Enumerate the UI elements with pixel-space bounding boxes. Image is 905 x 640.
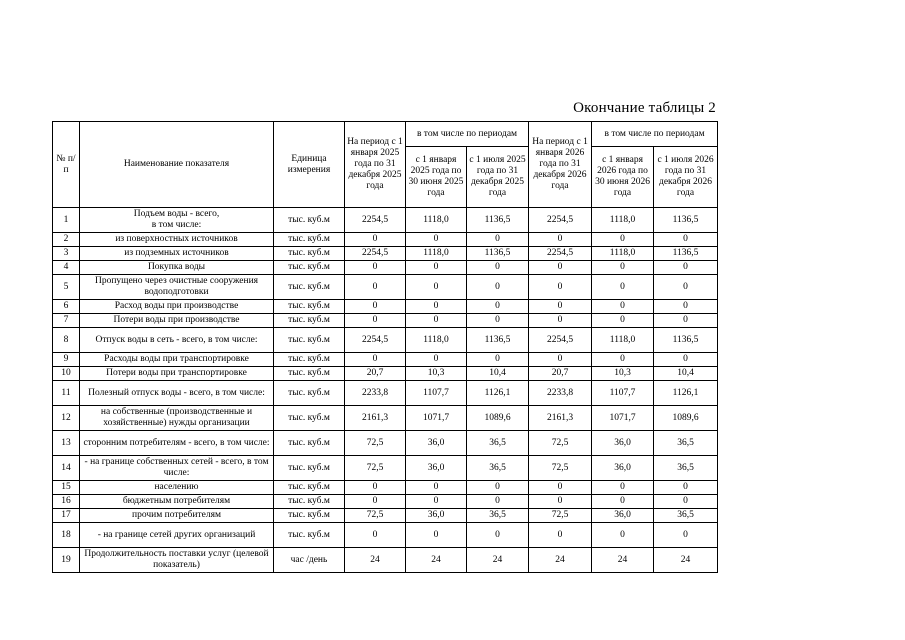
value-2025-h1: 0 bbox=[406, 261, 467, 275]
value-2025-total: 0 bbox=[345, 261, 406, 275]
indicator-name: сторонним потребителям - всего, в том числе: bbox=[80, 431, 274, 456]
value-2026-h1: 0 bbox=[592, 233, 654, 247]
value-2026-h1: 1118,0 bbox=[592, 247, 654, 261]
table-row bbox=[53, 548, 718, 573]
row-number: 12 bbox=[53, 406, 80, 431]
table-row bbox=[53, 381, 718, 406]
value-2026-h2: 1136,5 bbox=[654, 328, 718, 353]
value-2026-h1: 0 bbox=[592, 523, 654, 548]
value-2025-h2: 0 bbox=[467, 523, 529, 548]
value-2025-h1: 1107,7 bbox=[406, 381, 467, 406]
value-2025-h1: 0 bbox=[406, 481, 467, 495]
value-2026-total: 72,5 bbox=[529, 431, 592, 456]
table-row bbox=[53, 275, 718, 300]
value-2026-total: 0 bbox=[529, 300, 592, 314]
table-caption: Окончание таблицы 2 bbox=[573, 100, 716, 116]
value-2025-total: 0 bbox=[345, 481, 406, 495]
value-2026-h1: 1118,0 bbox=[592, 208, 654, 233]
row-number: 17 bbox=[53, 509, 80, 523]
unit-cell: час /день bbox=[274, 548, 345, 573]
unit-cell: тыс. куб.м bbox=[274, 495, 345, 509]
value-2026-h1: 36,0 bbox=[592, 456, 654, 481]
header-num: № п/п bbox=[53, 122, 80, 208]
unit-cell: тыс. куб.м bbox=[274, 208, 345, 233]
row-number: 7 bbox=[53, 314, 80, 328]
value-2025-total: 0 bbox=[345, 353, 406, 367]
value-2025-h1: 0 bbox=[406, 314, 467, 328]
value-2026-h1: 1071,7 bbox=[592, 406, 654, 431]
value-2025-h2: 0 bbox=[467, 314, 529, 328]
unit-cell: тыс. куб.м bbox=[274, 353, 345, 367]
indicator-name: из подземных источников bbox=[80, 247, 274, 261]
unit-cell: тыс. куб.м bbox=[274, 367, 345, 381]
table-row bbox=[53, 481, 718, 495]
value-2025-total: 2254,5 bbox=[345, 328, 406, 353]
value-2026-total: 24 bbox=[529, 548, 592, 573]
unit-cell: тыс. куб.м bbox=[274, 233, 345, 247]
value-2025-h2: 1089,6 bbox=[467, 406, 529, 431]
header-name: Наименование показателя bbox=[80, 122, 274, 208]
indicator-name: Отпуск воды в сеть - всего, в том числе: bbox=[80, 328, 274, 353]
value-2026-h1: 1107,7 bbox=[592, 381, 654, 406]
value-2025-h2: 36,5 bbox=[467, 431, 529, 456]
value-2026-h2: 0 bbox=[654, 523, 718, 548]
unit-cell: тыс. куб.м bbox=[274, 381, 345, 406]
value-2025-h2: 1126,1 bbox=[467, 381, 529, 406]
table-row bbox=[53, 261, 718, 275]
value-2026-total: 0 bbox=[529, 275, 592, 300]
value-2026-total: 72,5 bbox=[529, 456, 592, 481]
indicator-name: из поверхностных источников bbox=[80, 233, 274, 247]
unit-cell: тыс. куб.м bbox=[274, 456, 345, 481]
row-number: 2 bbox=[53, 233, 80, 247]
value-2025-total: 2254,5 bbox=[345, 208, 406, 233]
value-2026-h1: 0 bbox=[592, 481, 654, 495]
row-number: 1 bbox=[53, 208, 80, 233]
value-2026-h2: 36,5 bbox=[654, 431, 718, 456]
value-2025-h2: 0 bbox=[467, 261, 529, 275]
unit-cell: тыс. куб.м bbox=[274, 328, 345, 353]
row-number: 8 bbox=[53, 328, 80, 353]
table-row bbox=[53, 328, 718, 353]
value-2026-h2: 0 bbox=[654, 233, 718, 247]
value-2025-h2: 0 bbox=[467, 353, 529, 367]
value-2025-h1: 0 bbox=[406, 275, 467, 300]
value-2025-total: 0 bbox=[345, 495, 406, 509]
value-2025-h1: 36,0 bbox=[406, 431, 467, 456]
value-2025-h1: 1118,0 bbox=[406, 328, 467, 353]
value-2026-total: 0 bbox=[529, 314, 592, 328]
value-2026-total: 0 bbox=[529, 495, 592, 509]
value-2025-total: 20,7 bbox=[345, 367, 406, 381]
header-h1-2026: с 1 января 2026 года по 30 июня 2026 года bbox=[592, 147, 654, 208]
value-2025-h1: 0 bbox=[406, 495, 467, 509]
table-row bbox=[53, 367, 718, 381]
value-2026-total: 0 bbox=[529, 233, 592, 247]
table-row bbox=[53, 300, 718, 314]
value-2025-h2: 1136,5 bbox=[467, 328, 529, 353]
value-2026-total: 20,7 bbox=[529, 367, 592, 381]
unit-cell: тыс. куб.м bbox=[274, 247, 345, 261]
value-2026-h2: 1089,6 bbox=[654, 406, 718, 431]
value-2025-total: 0 bbox=[345, 233, 406, 247]
value-2025-h1: 0 bbox=[406, 523, 467, 548]
table-row bbox=[53, 406, 718, 431]
indicator-name: Пропущено через очистные сооружения водоподготовки bbox=[80, 275, 274, 300]
value-2025-h1: 1118,0 bbox=[406, 208, 467, 233]
unit-cell: тыс. куб.м bbox=[274, 261, 345, 275]
table-row bbox=[53, 233, 718, 247]
value-2025-total: 2254,5 bbox=[345, 247, 406, 261]
water-balance-table bbox=[52, 121, 718, 573]
unit-cell: тыс. куб.м bbox=[274, 406, 345, 431]
indicator-name: Потери воды при производстве bbox=[80, 314, 274, 328]
value-2026-h2: 10,4 bbox=[654, 367, 718, 381]
value-2026-h1: 36,0 bbox=[592, 431, 654, 456]
value-2025-total: 0 bbox=[345, 300, 406, 314]
value-2026-h1: 0 bbox=[592, 314, 654, 328]
value-2025-h1: 1071,7 bbox=[406, 406, 467, 431]
value-2026-total: 2254,5 bbox=[529, 328, 592, 353]
value-2025-total: 2161,3 bbox=[345, 406, 406, 431]
value-2025-h2: 24 bbox=[467, 548, 529, 573]
row-number: 18 bbox=[53, 523, 80, 548]
header-incl-2026: в том числе по периодам bbox=[592, 122, 718, 147]
value-2026-total: 0 bbox=[529, 353, 592, 367]
value-2026-h2: 1136,5 bbox=[654, 208, 718, 233]
row-number: 15 bbox=[53, 481, 80, 495]
value-2026-total: 0 bbox=[529, 261, 592, 275]
row-number: 9 bbox=[53, 353, 80, 367]
indicator-name: на собственные (производственные и хозяйственные) нужды организации bbox=[80, 406, 274, 431]
table-row bbox=[53, 353, 718, 367]
value-2026-h2: 0 bbox=[654, 481, 718, 495]
value-2025-h2: 10,4 bbox=[467, 367, 529, 381]
row-number: 19 bbox=[53, 548, 80, 573]
value-2026-total: 0 bbox=[529, 481, 592, 495]
value-2025-h1: 36,0 bbox=[406, 456, 467, 481]
value-2025-h2: 36,5 bbox=[467, 456, 529, 481]
value-2026-h2: 36,5 bbox=[654, 509, 718, 523]
value-2025-h1: 10,3 bbox=[406, 367, 467, 381]
value-2025-total: 24 bbox=[345, 548, 406, 573]
header-h2-2026: с 1 июля 2026 года по 31 декабря 2026 года bbox=[654, 147, 718, 208]
value-2025-h2: 0 bbox=[467, 495, 529, 509]
table-row bbox=[53, 431, 718, 456]
value-2025-h2: 1136,5 bbox=[467, 247, 529, 261]
indicator-name: Расходы воды при транспортировке bbox=[80, 353, 274, 367]
table-row bbox=[53, 523, 718, 548]
value-2025-total: 72,5 bbox=[345, 509, 406, 523]
value-2026-h2: 0 bbox=[654, 261, 718, 275]
value-2026-h1: 10,3 bbox=[592, 367, 654, 381]
value-2025-h1: 0 bbox=[406, 233, 467, 247]
unit-cell: тыс. куб.м bbox=[274, 300, 345, 314]
header-period-2026: На период с 1 января 2026 года по 31 декабря 2026 года bbox=[529, 122, 592, 208]
header-period-2025: На период с 1 января 2025 года по 31 декабря 2025 года bbox=[345, 122, 406, 208]
header-incl-2025: в том числе по периодам bbox=[406, 122, 529, 147]
unit-cell: тыс. куб.м bbox=[274, 509, 345, 523]
value-2026-h1: 0 bbox=[592, 495, 654, 509]
value-2025-h1: 0 bbox=[406, 300, 467, 314]
value-2026-h2: 36,5 bbox=[654, 456, 718, 481]
table-row bbox=[53, 208, 718, 233]
indicator-name: - на границе собственных сетей - всего, в том числе: bbox=[80, 456, 274, 481]
value-2026-h2: 0 bbox=[654, 353, 718, 367]
row-number: 3 bbox=[53, 247, 80, 261]
value-2026-total: 0 bbox=[529, 523, 592, 548]
row-number: 5 bbox=[53, 275, 80, 300]
table-row bbox=[53, 314, 718, 328]
indicator-name: Полезный отпуск воды - всего, в том числе: bbox=[80, 381, 274, 406]
value-2025-h2: 0 bbox=[467, 481, 529, 495]
value-2026-h1: 0 bbox=[592, 353, 654, 367]
value-2026-h2: 1126,1 bbox=[654, 381, 718, 406]
value-2026-h1: 24 bbox=[592, 548, 654, 573]
value-2025-h2: 0 bbox=[467, 300, 529, 314]
value-2025-h1: 24 bbox=[406, 548, 467, 573]
value-2026-h2: 0 bbox=[654, 314, 718, 328]
indicator-name: - на границе сетей других организаций bbox=[80, 523, 274, 548]
row-number: 11 bbox=[53, 381, 80, 406]
header-h1-2025: с 1 января 2025 года по 30 июня 2025 года bbox=[406, 147, 467, 208]
indicator-name: Расход воды при производстве bbox=[80, 300, 274, 314]
row-number: 10 bbox=[53, 367, 80, 381]
value-2025-h2: 0 bbox=[467, 233, 529, 247]
value-2025-total: 2233,8 bbox=[345, 381, 406, 406]
value-2026-total: 2233,8 bbox=[529, 381, 592, 406]
value-2026-h2: 0 bbox=[654, 495, 718, 509]
unit-cell: тыс. куб.м bbox=[274, 275, 345, 300]
value-2025-total: 72,5 bbox=[345, 431, 406, 456]
indicator-name: Продолжительность поставки услуг (целевой показатель) bbox=[80, 548, 274, 573]
indicator-name: бюджетным потребителям bbox=[80, 495, 274, 509]
indicator-name: Потери воды при транспортировке bbox=[80, 367, 274, 381]
value-2025-h1: 36,0 bbox=[406, 509, 467, 523]
table-row bbox=[53, 247, 718, 261]
table-row bbox=[53, 509, 718, 523]
value-2026-total: 72,5 bbox=[529, 509, 592, 523]
value-2025-total: 0 bbox=[345, 314, 406, 328]
table-body bbox=[53, 208, 718, 573]
value-2026-h1: 1118,0 bbox=[592, 328, 654, 353]
table-row bbox=[53, 456, 718, 481]
value-2025-h2: 1136,5 bbox=[467, 208, 529, 233]
value-2025-total: 0 bbox=[345, 275, 406, 300]
unit-cell: тыс. куб.м bbox=[274, 481, 345, 495]
value-2025-h2: 0 bbox=[467, 275, 529, 300]
header-h2-2025: с 1 июля 2025 года по 31 декабря 2025 года bbox=[467, 147, 529, 208]
value-2025-h1: 1118,0 bbox=[406, 247, 467, 261]
value-2026-h1: 0 bbox=[592, 275, 654, 300]
value-2026-total: 2254,5 bbox=[529, 208, 592, 233]
value-2026-h2: 24 bbox=[654, 548, 718, 573]
unit-cell: тыс. куб.м bbox=[274, 523, 345, 548]
value-2026-h2: 0 bbox=[654, 275, 718, 300]
header-unit: Единица измерения bbox=[274, 122, 345, 208]
value-2026-h2: 0 bbox=[654, 300, 718, 314]
row-number: 4 bbox=[53, 261, 80, 275]
unit-cell: тыс. куб.м bbox=[274, 314, 345, 328]
value-2026-total: 2161,3 bbox=[529, 406, 592, 431]
value-2026-h1: 36,0 bbox=[592, 509, 654, 523]
value-2025-total: 0 bbox=[345, 523, 406, 548]
table-row bbox=[53, 495, 718, 509]
row-number: 6 bbox=[53, 300, 80, 314]
value-2026-h1: 0 bbox=[592, 261, 654, 275]
row-number: 14 bbox=[53, 456, 80, 481]
value-2025-h2: 36,5 bbox=[467, 509, 529, 523]
indicator-name: прочим потребителям bbox=[80, 509, 274, 523]
value-2025-h1: 0 bbox=[406, 353, 467, 367]
value-2025-total: 72,5 bbox=[345, 456, 406, 481]
value-2026-total: 2254,5 bbox=[529, 247, 592, 261]
indicator-name: Подъем воды - всего, в том числе: bbox=[80, 208, 274, 233]
row-number: 13 bbox=[53, 431, 80, 456]
indicator-name: Покупка воды bbox=[80, 261, 274, 275]
value-2026-h2: 1136,5 bbox=[654, 247, 718, 261]
indicator-name: населению bbox=[80, 481, 274, 495]
unit-cell: тыс. куб.м bbox=[274, 431, 345, 456]
row-number: 16 bbox=[53, 495, 80, 509]
value-2026-h1: 0 bbox=[592, 300, 654, 314]
